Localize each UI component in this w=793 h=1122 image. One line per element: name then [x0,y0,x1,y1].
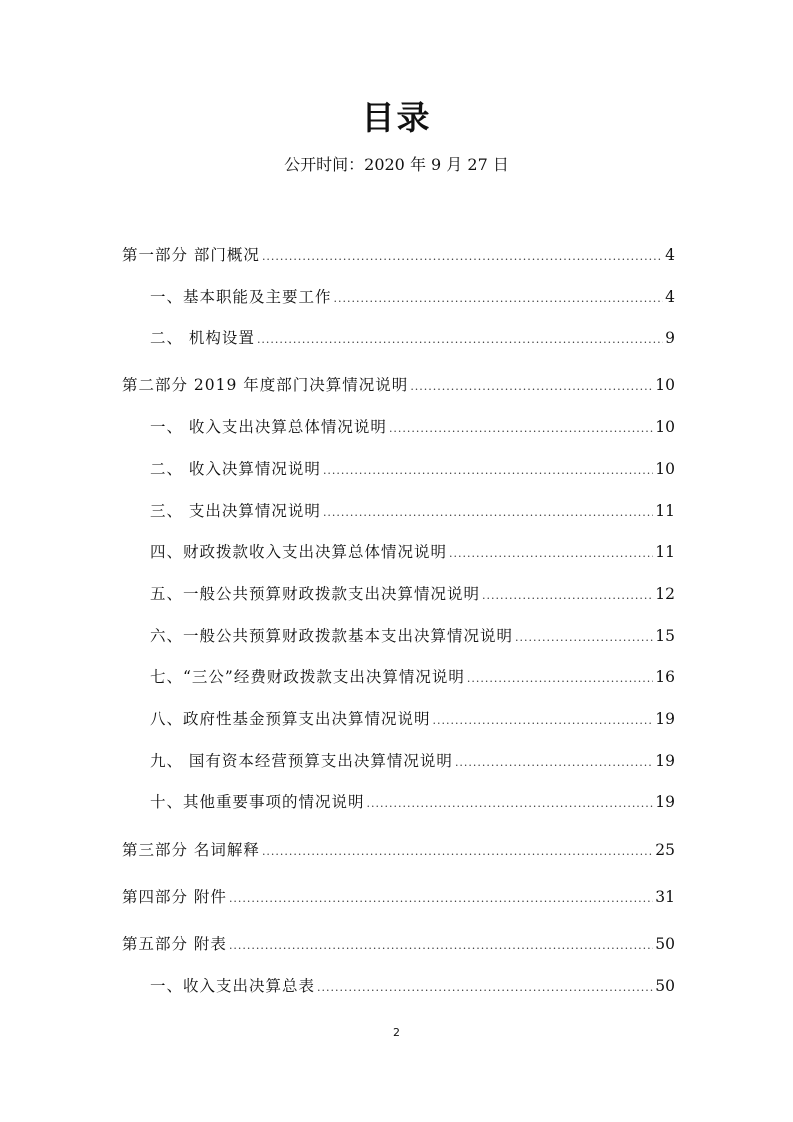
toc-entry[interactable] [150,286,675,310]
toc-leader-dots [367,793,654,815]
toc-leader-dots [455,752,653,774]
toc-entry-label: 第二部分 2019 年度部门决算情况说明 [122,376,409,394]
toc-entry-page: 50 [655,935,675,953]
toc-entry-page: 10 [655,460,675,478]
toc-leader-dots [323,460,653,482]
toc-entry-label: 二、 收入决算情况说明 [150,460,321,478]
toc-entry[interactable] [150,791,675,815]
toc-entry[interactable] [150,975,675,999]
toc-entry-page: 19 [655,793,675,811]
toc-entry[interactable] [122,374,675,398]
toc-entry[interactable] [150,458,675,482]
page-number: 2 [393,1026,400,1039]
toc-entry-page: 12 [655,585,675,603]
toc-leader-dots [515,627,653,649]
toc-entry[interactable] [150,708,675,732]
toc-leader-dots [257,329,663,351]
toc-leader-dots [317,977,653,999]
toc-entry-page: 11 [655,502,675,520]
toc-entry-label: 第四部分 附件 [122,888,227,906]
toc-entry-page: 4 [665,288,675,306]
toc-entry-page: 16 [655,668,675,686]
toc-entry-label: 第五部分 附表 [122,935,227,953]
toc-entry-page: 50 [655,977,675,995]
toc-entry[interactable] [150,500,675,524]
toc-entry[interactable] [150,666,675,690]
toc-leader-dots [262,841,653,863]
toc-entry-label: 四、财政拨款收入支出决算总体情况说明 [150,543,448,561]
toc-entry-label: 五、一般公共预算财政拨款支出决算情况说明 [150,585,481,603]
toc-entry-label: 七、“三公”经费财政拨款支出决算情况说明 [150,668,465,686]
toc-entry-page: 11 [655,543,675,561]
toc-leader-dots [229,888,653,910]
toc-entry-label: 十、其他重要事项的情况说明 [150,793,365,811]
toc-leader-dots [389,418,653,440]
toc-leader-dots [323,502,653,524]
toc-leader-dots [229,935,653,957]
toc-entry-page: 10 [655,376,675,394]
toc-entry[interactable] [150,541,675,565]
toc-entry-page: 10 [655,418,675,436]
toc-entry-page: 15 [655,627,675,645]
toc-entry-page: 19 [655,752,675,770]
toc-entry-label: 三、 支出决算情况说明 [150,502,321,520]
toc-entry-label: 二、 机构设置 [150,329,255,347]
toc-entry-label: 八、政府性基金预算支出决算情况说明 [150,710,431,728]
toc-entry-page: 25 [655,841,675,859]
toc-entry-page: 9 [665,329,675,347]
toc-entry-page: 31 [655,888,675,906]
toc-entry[interactable] [150,750,675,774]
toc-entry[interactable] [122,839,675,863]
toc-entry[interactable] [122,933,675,957]
toc-entry-page: 4 [665,246,675,264]
toc-leader-dots [433,710,654,732]
toc-leader-dots [334,288,664,310]
toc-leader-dots [410,376,653,398]
toc-entry[interactable] [150,416,675,440]
toc-leader-dots [467,668,653,690]
toc-entry-label: 第三部分 名词解释 [122,841,260,859]
toc-entry[interactable] [150,625,675,649]
toc-entry-label: 一、基本职能及主要工作 [150,288,332,306]
toc-entry-label: 九、 国有资本经营预算支出决算情况说明 [150,752,453,770]
toc-entry-label: 一、 收入支出决算总体情况说明 [150,418,387,436]
toc-entry-label: 一、收入支出决算总表 [150,977,316,995]
toc-entry-label: 第一部分 部门概况 [122,246,260,264]
toc-leader-dots [262,246,663,268]
toc-entry-label: 六、一般公共预算财政拨款基本支出决算情况说明 [150,627,514,645]
toc-entry[interactable] [122,244,675,268]
toc-entry[interactable] [150,327,675,351]
toc-leader-dots [482,585,653,607]
toc-entry[interactable] [150,583,675,607]
toc-entry[interactable] [122,886,675,910]
publish-date: 公开时间：2020 年 9 月 27 日 [284,155,509,174]
toc-leader-dots [449,543,653,565]
page-title: 目录 [361,98,432,137]
toc-entry-page: 19 [655,710,675,728]
